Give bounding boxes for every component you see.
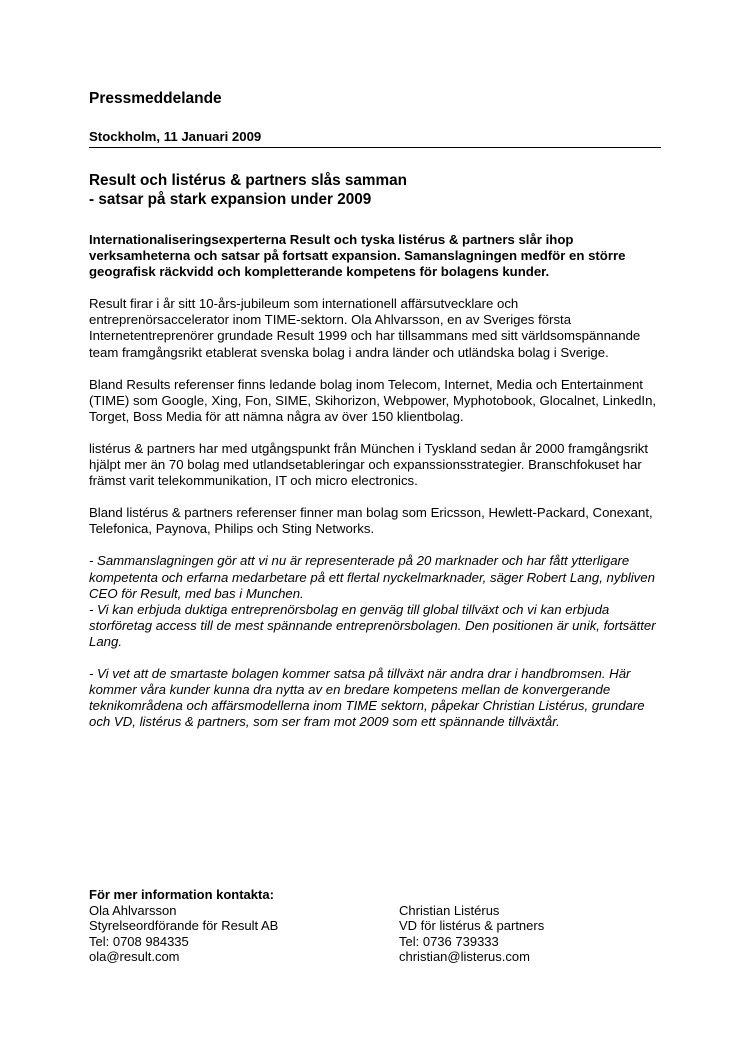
body-paragraph: Result firar i år sitt 10-års-jubileum som internationell affärsutvecklare och entreprenörsaccelerator inom TIME-sektorn. Ola Ahlvarsson, en av Sveriges första Internetentreprenörer grundade Result 1999 och har tillsammans med sitt världsomspännande team framgångsrikt etablerat svenska bolag i andra länder och utländska bolag i Sverige.: [89, 296, 641, 360]
contact-phone: Tel: 0708 984335: [89, 933, 189, 949]
contact-role: VD för listérus & partners: [399, 918, 545, 934]
headline-line-1: Result och listérus & partners slås samman: [89, 172, 407, 189]
contact-email: ola@result.com: [89, 949, 180, 965]
headline: [89, 171, 407, 209]
contact-name: Ola Ahlvarsson: [89, 902, 177, 918]
body-paragraph: Bland listérus & partners referenser finner man bolag som Ericsson, Hewlett-Packard, Conexant, Telefonica, Paynova, Philips och Sting Networks.: [89, 505, 653, 537]
contact-phone: Tel: 0736 739333: [399, 933, 499, 949]
contact-name: Christian Listérus: [399, 902, 500, 918]
quote-1a: - Sammanslagningen gör att vi nu är representerade på 20 marknader och har fått ytterligare kompetenta och erfarna medarbetare på ett flertal nyckelmarknader, säger Robert Lang, nybliven CEO för Result, med bas i Munchen.: [89, 553, 655, 601]
contact-heading: För mer information kontakta:: [89, 887, 274, 902]
headline-line-2: - satsar på stark expansion under 2009: [89, 191, 372, 208]
body-paragraph: Bland Results referenser finns ledande bolag inom Telecom, Internet, Media och Entertainment (TIME) som Google, Xing, Fon, SIME, Skihorizon, Webpower, Myphotobook, Glocalnet, LinkedIn, Torget, Boss Media för att nämna några av över 150 klientbolag.: [89, 376, 657, 424]
quote-block-2: - Vi vet att de smartaste bolagen kommer satsa på tillväxt när andra drar i handbromsen. Här kommer våra kunder kunna dra nytta av en bredare kompetens mellan de konvergerande teknikområdena och affärsmodellerna inom TIME sektorn, påpekar Christian Listérus, grundare och VD, listérus & partners, som ser fram mot 2009 som ett spännande tillväxtår.: [89, 665, 645, 730]
lead-paragraph: Internationaliseringsexperterna Result och tyska listérus & partners slår ihop verksamheterna och satsar på fortsatt expansion. Samanslagningen medför en större geografisk räckvidd och kompletterande kompetens för bolagens kunder.: [89, 232, 626, 280]
contact-role: Styrelseordförande för Result AB: [89, 918, 279, 934]
contact-left: [89, 903, 399, 965]
page-title: Pressmeddelande: [89, 90, 222, 107]
dateline: Stockholm, 11 Januari 2009: [89, 129, 661, 148]
article-body: [89, 232, 661, 746]
body-paragraph: listérus & partners har med utgångspunkt från München i Tyskland sedan år 2000 framgångsrikt hjälpt mer än 70 bolag med utlandsetableringar och expanssionsstrategier. Branschfokuset har främst varit telekommunikation, IT och micro electronics.: [89, 440, 649, 489]
contact-email: christian@listerus.com: [399, 949, 530, 965]
contact-right: [399, 903, 661, 965]
quote-1b: - Vi kan erbjuda duktiga entreprenörsbolag en genväg till global tillväxt och vi kan erbjuda storföretag access till de mest spännande entreprenörsbolagen. Den positionen är unik, fortsätter Lang.: [89, 601, 656, 649]
contact-section: [89, 887, 661, 965]
quote-block-1: [89, 553, 661, 650]
